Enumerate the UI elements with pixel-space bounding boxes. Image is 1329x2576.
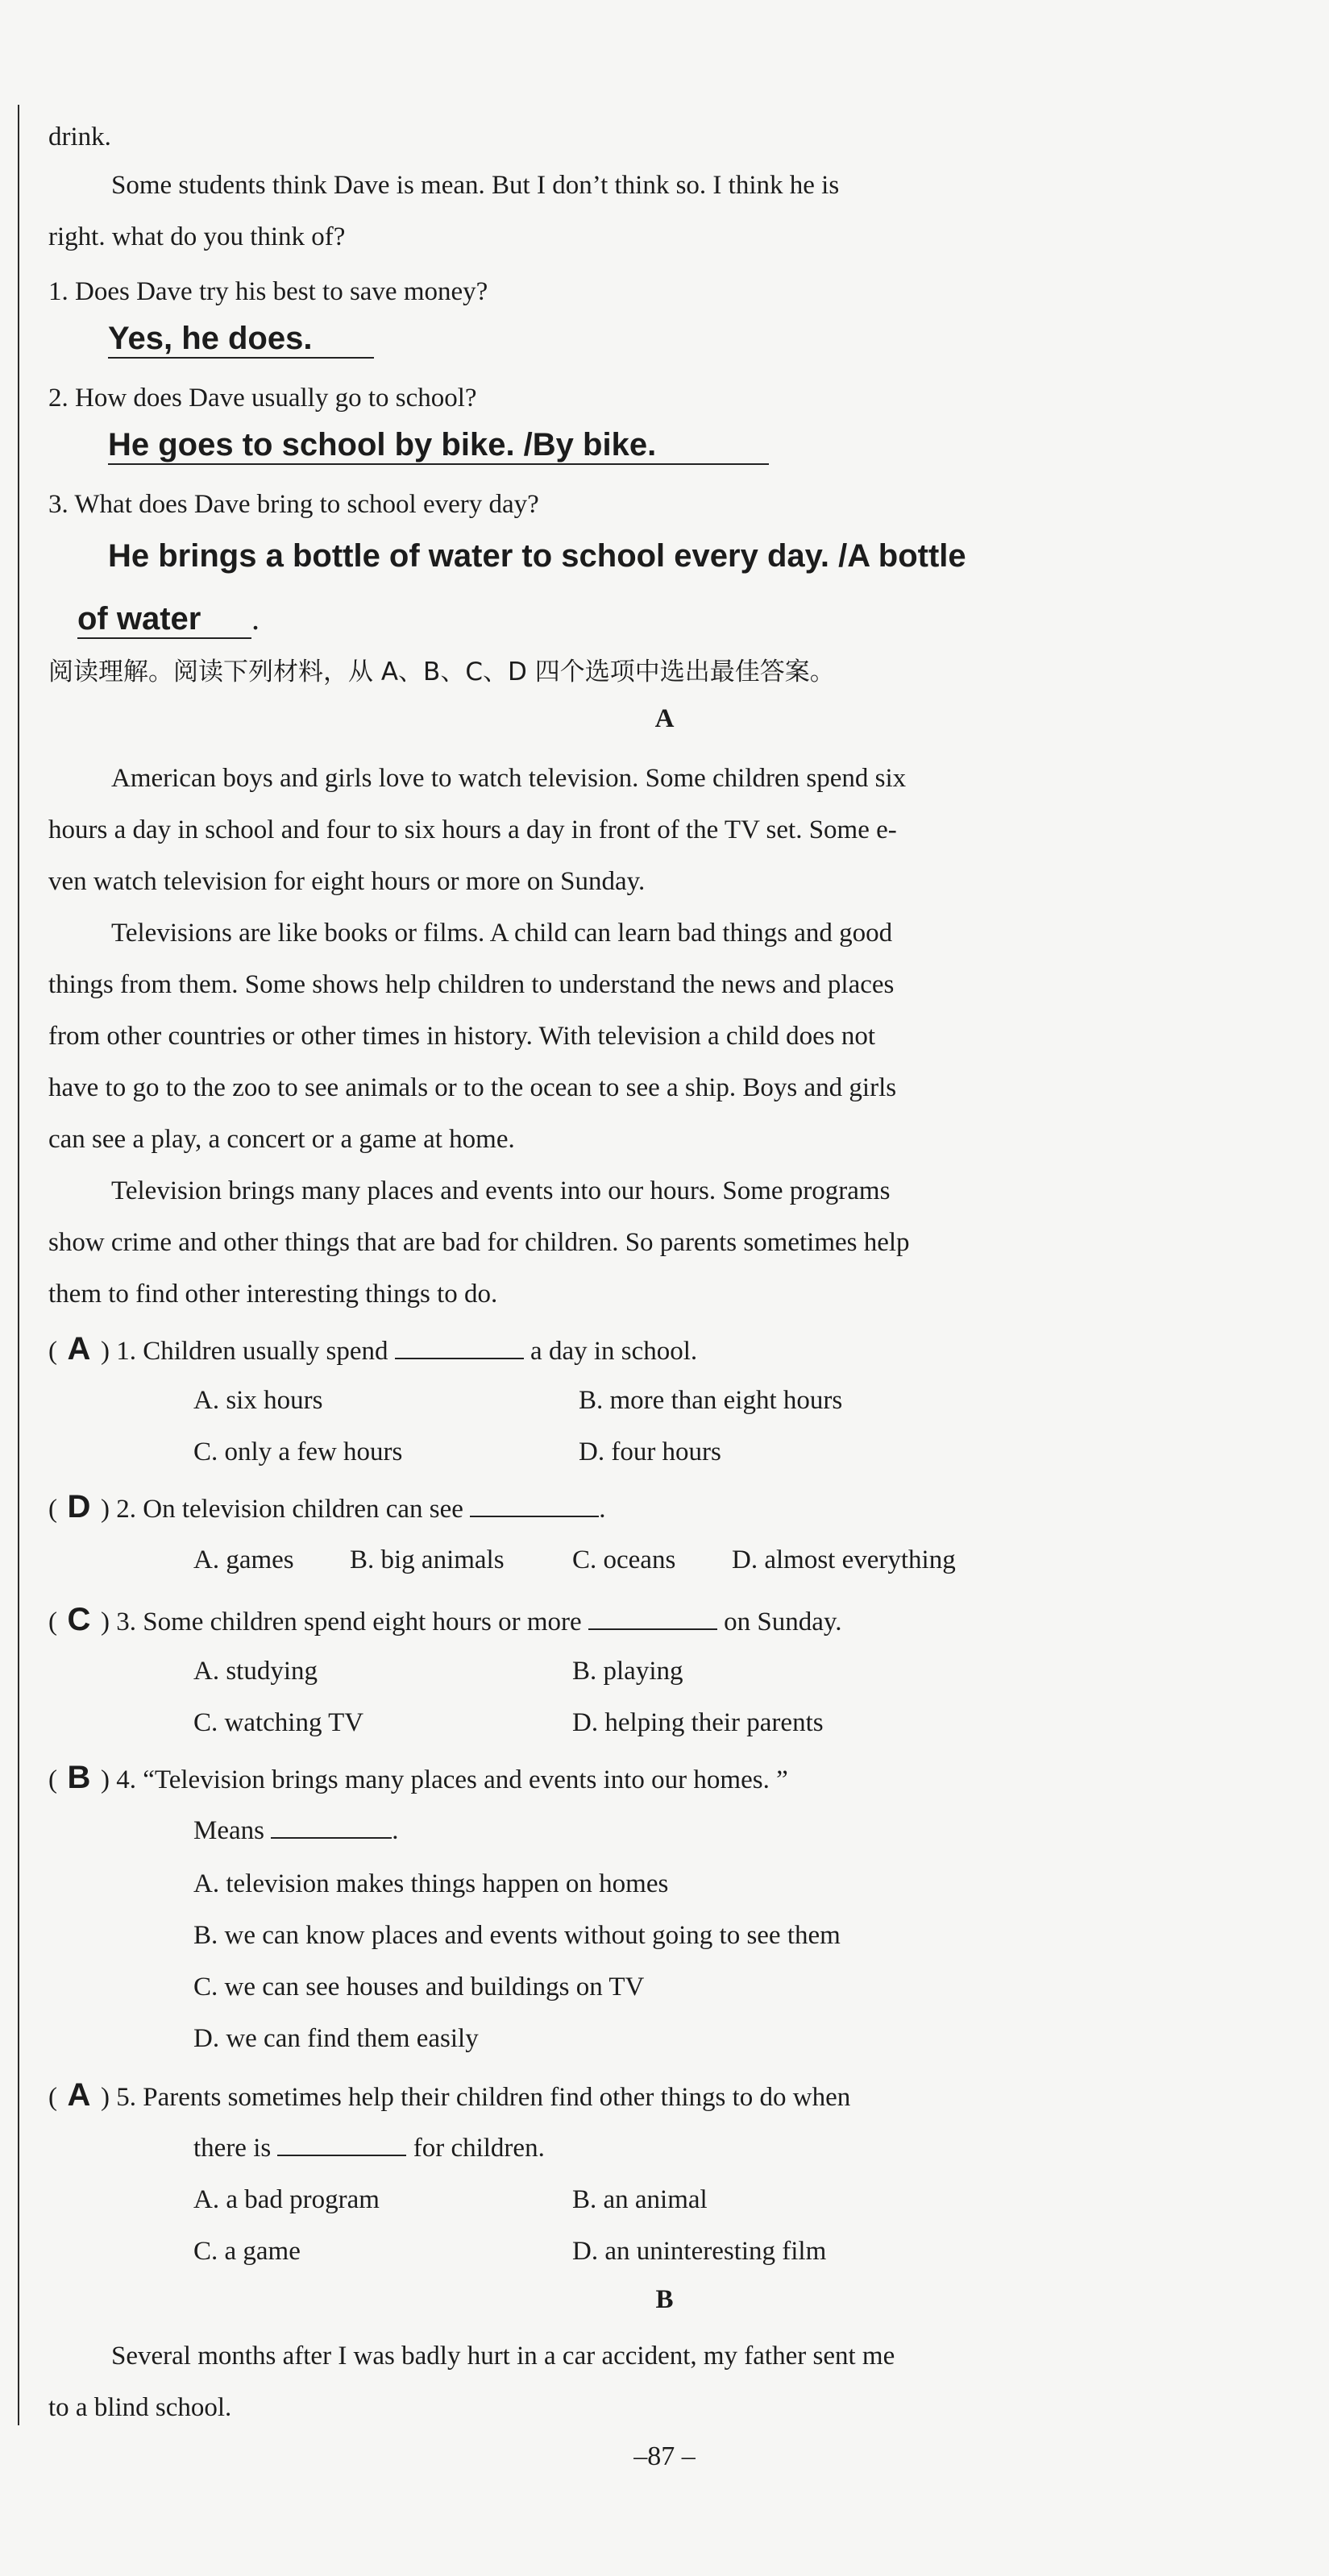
q5-option-b: B. an animal xyxy=(572,2185,708,2214)
answer-5: A xyxy=(67,2077,91,2113)
q5-option-a: A. a bad program xyxy=(193,2185,380,2214)
passage-b-p1-line1: Several months after I was badly hurt in a car accident, my father sent me xyxy=(111,2342,895,2371)
passage-b-title: B xyxy=(655,2285,674,2314)
reading-instruction: 阅读理解。阅读下列材料，从 A、B、C、D 四个选项中选出最佳答案。 xyxy=(48,657,835,687)
question-2: ( D ) 2. On television children can see . xyxy=(48,1489,606,1524)
answer-4: B xyxy=(67,1760,91,1795)
passage-a-p1-line3: ven watch television for eight hours or more on Sunday. xyxy=(48,867,646,896)
short-answer-3-line2: of water . xyxy=(77,599,260,639)
q2-option-d: D. almost everything xyxy=(732,1545,956,1574)
passage-a-p2-line1: Televisions are like books or films. A child can learn bad things and good xyxy=(111,919,893,948)
q3-option-d: D. helping their parents xyxy=(572,1708,824,1737)
passage-a-p1-line1: American boys and girls love to watch television. Some children spend six xyxy=(111,764,907,793)
question-3: ( C ) 3. Some children spend eight hours or more on Sunday. xyxy=(48,1602,842,1637)
q4-option-a: A. television makes things happen on homes xyxy=(193,1869,669,1898)
short-question-3: 3. What does Dave bring to school every day? xyxy=(48,490,539,519)
passage-a-p2-line3: from other countries or other times in history. With television a child does not xyxy=(48,1022,876,1051)
passage-b-p1-line2: to a blind school. xyxy=(48,2393,232,2422)
q3-option-a: A. studying xyxy=(193,1657,318,1686)
passage-a-p2-line5: can see a play, a concert or a game at home. xyxy=(48,1125,515,1154)
short-answer-1: Yes, he does. xyxy=(108,321,374,359)
question-5: ( A ) 5. Parents sometimes help their children find other things to do when xyxy=(48,2077,851,2113)
q5-option-c: C. a game xyxy=(193,2237,301,2266)
question-5-line2: there is for children. xyxy=(193,2134,545,2163)
q4-option-c: C. we can see houses and buildings on TV xyxy=(193,1972,645,2001)
intro-drink: drink. xyxy=(48,122,111,151)
q3-option-b: B. playing xyxy=(572,1657,683,1686)
passage-a-p2-line2: things from them. Some shows help children to understand the news and places xyxy=(48,970,895,999)
passage-a-p3-line2: show crime and other things that are bad for children. So parents sometimes help xyxy=(48,1228,910,1257)
q4-option-d: D. we can find them easily xyxy=(193,2024,479,2053)
q1-option-b: B. more than eight hours xyxy=(579,1386,843,1415)
passage-a-p2-line4: have to go to the zoo to see animals or to the ocean to see a ship. Boys and girls xyxy=(48,1073,897,1102)
short-answer-3-line1: He brings a bottle of water to school every day. /A bottle xyxy=(108,538,966,574)
q5-option-d: D. an uninteresting film xyxy=(572,2237,827,2266)
q2-option-b: B. big animals xyxy=(350,1545,505,1574)
q1-option-a: A. six hours xyxy=(193,1386,323,1415)
short-question-2: 2. How does Dave usually go to school? xyxy=(48,384,477,413)
question-4-line2: Means . xyxy=(193,1816,399,1845)
q3-option-c: C. watching TV xyxy=(193,1708,364,1737)
question-4: ( B ) 4. “Television brings many places and events into our homes. ” xyxy=(48,1760,788,1795)
page-number: –87 – xyxy=(633,2441,696,2471)
q2-option-c: C. oceans xyxy=(572,1545,676,1574)
intro-paragraph-line1: Some students think Dave is mean. But I don’t think so. I think he is xyxy=(111,171,840,200)
short-question-1: 1. Does Dave try his best to save money? xyxy=(48,277,488,306)
passage-a-p3-line3: them to find other interesting things to do. xyxy=(48,1280,498,1309)
q1-option-d: D. four hours xyxy=(579,1437,721,1466)
passage-a-p1-line2: hours a day in school and four to six hours a day in front of the TV set. Some e- xyxy=(48,815,897,844)
answer-3: C xyxy=(67,1602,91,1637)
passage-a-title: A xyxy=(654,704,675,733)
q4-option-b: B. we can know places and events without going to see them xyxy=(193,1921,841,1950)
question-1: ( A ) 1. Children usually spend a day in school. xyxy=(48,1331,698,1367)
answer-1: A xyxy=(67,1331,91,1367)
q1-option-c: C. only a few hours xyxy=(193,1437,403,1466)
short-answer-2: He goes to school by bike. /By bike. xyxy=(108,427,769,465)
answer-2: D xyxy=(67,1489,91,1524)
passage-a-p3-line1: Television brings many places and events into our hours. Some programs xyxy=(111,1176,891,1205)
intro-paragraph-line2: right. what do you think of? xyxy=(48,222,346,251)
q2-option-a: A. games xyxy=(193,1545,294,1574)
left-margin-line xyxy=(18,105,19,2425)
